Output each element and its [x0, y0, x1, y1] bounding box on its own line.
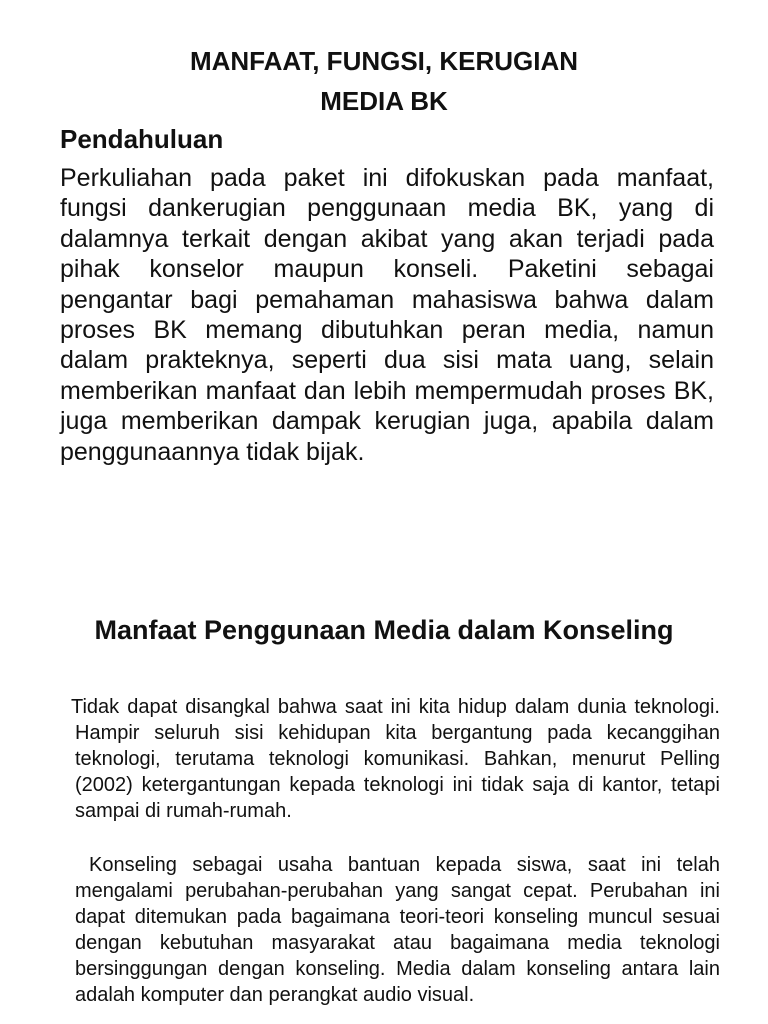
intro-paragraph: Perkuliahan pada paket ini difokuskan pada manfaat, fungsi dankerugian penggunaan media BK, yang di dalamnya terkait dengan akibat yang akan terjadi pada pihak konselor maupun konseli. Paketini sebagai pengantar bagi pemahaman mahasiswa bahwa dalam proses BK memang dibutuhkan peran media, namun dalam prakteknya, seperti dua sisi mata uang, selain memberikan manfaat dan lebih mempermudah proses BK, juga memberikan dampak kerugian juga, apabila dalam penggunaannya tidak bijak. [60, 164, 714, 466]
document-title-line-2: MEDIA BK [320, 86, 448, 116]
body-paragraph-1: Tidak dapat disangkal bahwa saat ini kita hidup dalam dunia teknologi. Hampir seluruh sisi kehidupan kita bergantung pada kecanggihan teknologi, terutama teknologi komunikasi. Bahkan, menurut Pelling (2002) ketergantungan kepada teknologi ini tidak saja di kantor, tetapi sampai di rumah-rumah. [71, 696, 720, 822]
section-heading-manfaat: Manfaat Penggunaan Media dalam Konseling [94, 615, 674, 645]
document-title-line-1: MANFAAT, FUNGSI, KERUGIAN [189, 46, 579, 76]
body-paragraph-2: Konseling sebagai usaha bantuan kepada siswa, saat ini telah mengalami perubahan-perubahan yang sangat cepat. Perubahan ini dapat ditemukan pada bagaimana teori-teori konseling muncul sesuai dengan kebutuhan masyarakat atau bagaimana media teknologi bersinggungan dengan konseling. Media dalam konseling antara lain adalah komputer dan perangkat audio visual. [75, 854, 720, 1006]
section-heading-pendahuluan: Pendahuluan [60, 124, 224, 154]
